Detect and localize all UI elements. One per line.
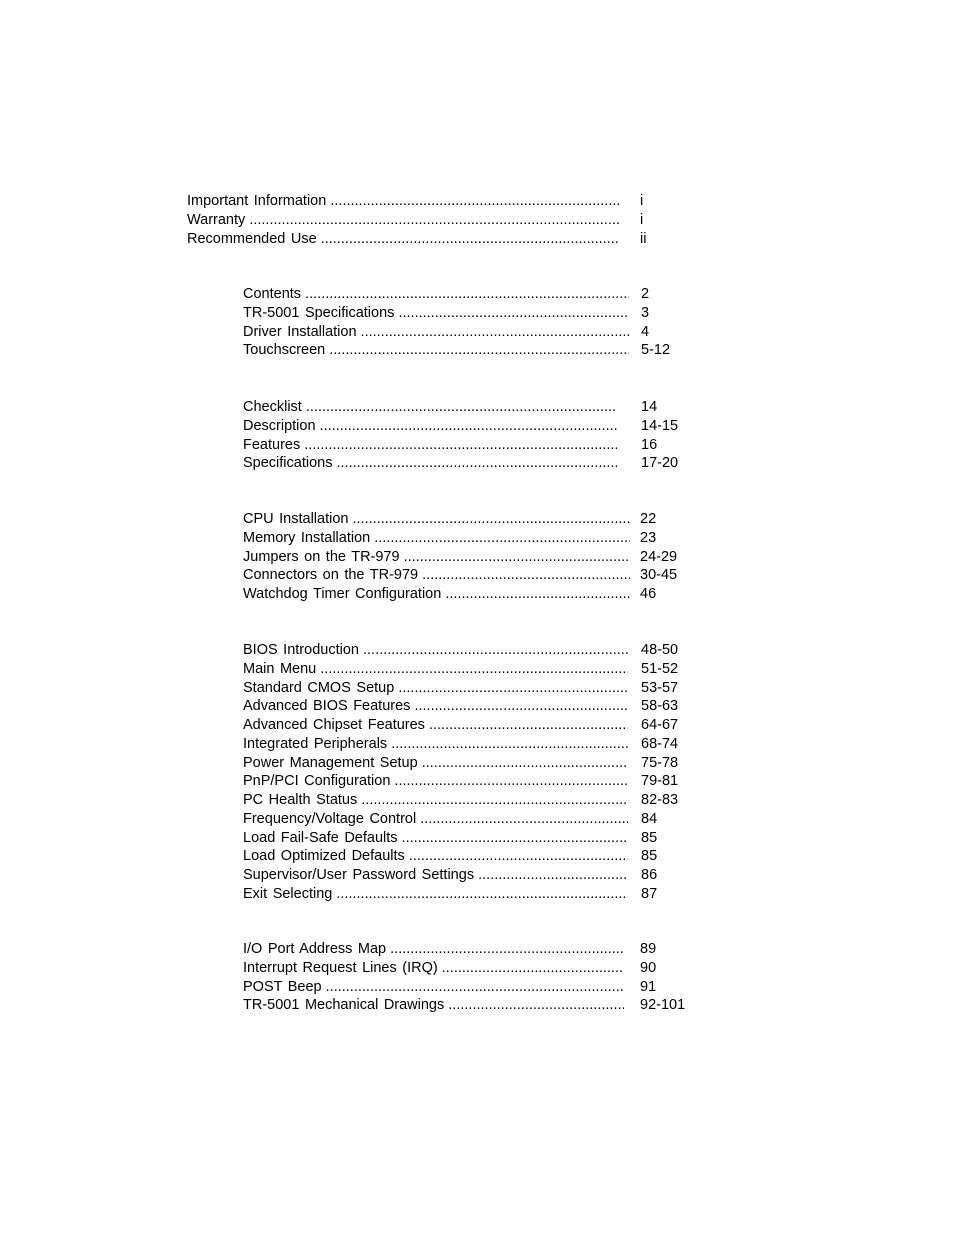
- toc-entry-title: Advanced BIOS Features .....: [243, 697, 628, 716]
- toc-entry-title: Exit Selecting .....: [243, 885, 628, 904]
- toc-entry-title: Interrupt Request Lines (IRQ) .....: [243, 959, 624, 978]
- toc-entry-page: ii: [640, 230, 647, 247]
- toc-entry: [0, 996, 954, 1015]
- toc-entry: [0, 978, 954, 997]
- toc-section: [0, 285, 954, 360]
- toc-entry-title: Load Fail-Safe Defaults .....: [243, 829, 628, 848]
- toc-entry-title: TR-5001 Mechanical Drawings .....: [243, 996, 624, 1015]
- toc-entry-page: 85: [641, 848, 658, 865]
- toc-entry-title: Warranty .....: [187, 211, 620, 230]
- toc-entry-title: Touchscreen .....: [243, 341, 629, 360]
- toc-entry-page: 48-50: [641, 642, 679, 658]
- toc-entry-title: Frequency/Voltage Control .....: [243, 810, 628, 829]
- toc-entry: [0, 398, 954, 417]
- toc-entry-title: Advanced Chipset Features .....: [243, 716, 628, 735]
- toc-entry: [0, 566, 954, 585]
- toc-entry-page: 3: [641, 304, 650, 321]
- toc-entry: [0, 192, 954, 211]
- toc-entry: [0, 829, 954, 848]
- toc-entry: [0, 510, 954, 529]
- toc-entry: [0, 716, 954, 735]
- toc-entry-page: 82-83: [641, 792, 679, 808]
- toc-entry-title: TR-5001 Specifications .....: [243, 304, 629, 323]
- toc-entry-page: 30-45: [640, 567, 678, 584]
- toc-entry-title: Memory Installation .....: [243, 529, 630, 548]
- toc-entry: [0, 341, 954, 360]
- toc-entry: [0, 304, 954, 323]
- toc-section: [0, 940, 954, 1015]
- toc-entry: [0, 285, 954, 304]
- toc-entry-page: 58-63: [641, 698, 679, 715]
- toc-entry-page: 68-74: [641, 735, 679, 752]
- toc-entry-title: Checklist .....: [243, 398, 617, 417]
- toc-entry-title: Connectors on the TR-979 .....: [243, 566, 630, 585]
- toc-entry-page: 17-20: [641, 455, 679, 472]
- toc-entry: [0, 866, 954, 885]
- toc-entry-page: i: [640, 193, 644, 209]
- toc-entry-page: 5-12: [641, 342, 671, 359]
- toc-entry-title: Recommended Use .....: [187, 230, 620, 249]
- toc-entry-page: 51-52: [641, 660, 679, 677]
- toc-entry-page: 85: [641, 829, 658, 846]
- toc-entry-page: 46: [640, 586, 657, 602]
- toc-entry-page: 53-57: [641, 679, 679, 696]
- toc-entry: [0, 454, 954, 473]
- toc-entry-page: 86: [641, 867, 658, 883]
- toc-entry-page: 87: [641, 885, 658, 902]
- toc-entry: [0, 585, 954, 604]
- toc-section: [0, 641, 954, 904]
- toc-entry-page: 23: [640, 529, 657, 546]
- toc-entry: [0, 436, 954, 455]
- toc-entry-title: CPU Installation .....: [243, 510, 630, 529]
- toc-entry-page: 84: [641, 810, 658, 827]
- toc-entry-title: Jumpers on the TR-979 .....: [243, 548, 630, 567]
- toc-entry: [0, 940, 954, 959]
- toc-entry-title: BIOS Introduction .....: [243, 641, 628, 660]
- toc-entry-page: 4: [641, 323, 650, 340]
- toc-entry-page: 14: [641, 399, 658, 415]
- toc-entry-title: Watchdog Timer Configuration .....: [243, 585, 630, 604]
- toc-entry-title: PC Health Status .....: [243, 791, 628, 810]
- toc-entry-title: Features .....: [243, 436, 617, 455]
- toc-entry-title: PnP/PCI Configuration .....: [243, 772, 628, 791]
- toc-entry-title: Integrated Peripherals .....: [243, 735, 628, 754]
- toc-entry: [0, 959, 954, 978]
- toc-entry-page: 16: [641, 436, 658, 453]
- toc-entry: [0, 754, 954, 773]
- toc-entry-title: Important Information .....: [187, 192, 620, 211]
- toc-entry: [0, 697, 954, 716]
- toc-entry: [0, 679, 954, 698]
- toc-entry-title: Main Menu .....: [243, 660, 628, 679]
- toc-entry: [0, 735, 954, 754]
- toc-entry-page: 79-81: [641, 773, 679, 790]
- toc-entry: [0, 810, 954, 829]
- toc-entry-page: 24-29: [640, 548, 678, 565]
- toc-entry: [0, 772, 954, 791]
- toc-entry-title: I/O Port Address Map .....: [243, 940, 624, 959]
- toc-entry: [0, 211, 954, 230]
- toc-entry-title: Supervisor/User Password Settings .....: [243, 866, 628, 885]
- toc-entry: [0, 529, 954, 548]
- toc-entry-page: 14-15: [641, 417, 679, 434]
- toc-entry-page: 91: [640, 978, 657, 995]
- toc-entry-page: 89: [640, 941, 657, 957]
- toc-section: [0, 192, 954, 248]
- toc-entry-title: Description .....: [243, 417, 617, 436]
- toc-entry-page: 22: [640, 511, 657, 527]
- toc-entry: [0, 885, 954, 904]
- toc-entry-page: 64-67: [641, 717, 679, 733]
- toc-entry: [0, 791, 954, 810]
- toc-entry: [0, 641, 954, 660]
- toc-entry-title: Contents .....: [243, 285, 629, 304]
- toc-entry-title: POST Beep .....: [243, 978, 624, 997]
- toc-entry-page: 90: [640, 959, 657, 976]
- toc-entry-page: 92-101: [640, 997, 686, 1014]
- toc-entry-title: Load Optimized Defaults .....: [243, 847, 628, 866]
- toc-entry: [0, 548, 954, 567]
- toc-entry-title: Standard CMOS Setup .....: [243, 679, 628, 698]
- toc-entry-page: 75-78: [641, 754, 679, 771]
- toc-entry: [0, 230, 954, 249]
- toc-section: [0, 510, 954, 604]
- toc-entry-title: Power Management Setup .....: [243, 754, 628, 773]
- toc-entry: [0, 417, 954, 436]
- toc-entry-title: Driver Installation .....: [243, 323, 629, 342]
- toc-entry: [0, 323, 954, 342]
- toc-entry: [0, 660, 954, 679]
- toc-entry-title: Specifications .....: [243, 454, 617, 473]
- toc-entry: [0, 847, 954, 866]
- toc-section: [0, 398, 954, 473]
- toc-entry-page: i: [640, 211, 644, 228]
- toc-entry-page: 2: [641, 286, 650, 302]
